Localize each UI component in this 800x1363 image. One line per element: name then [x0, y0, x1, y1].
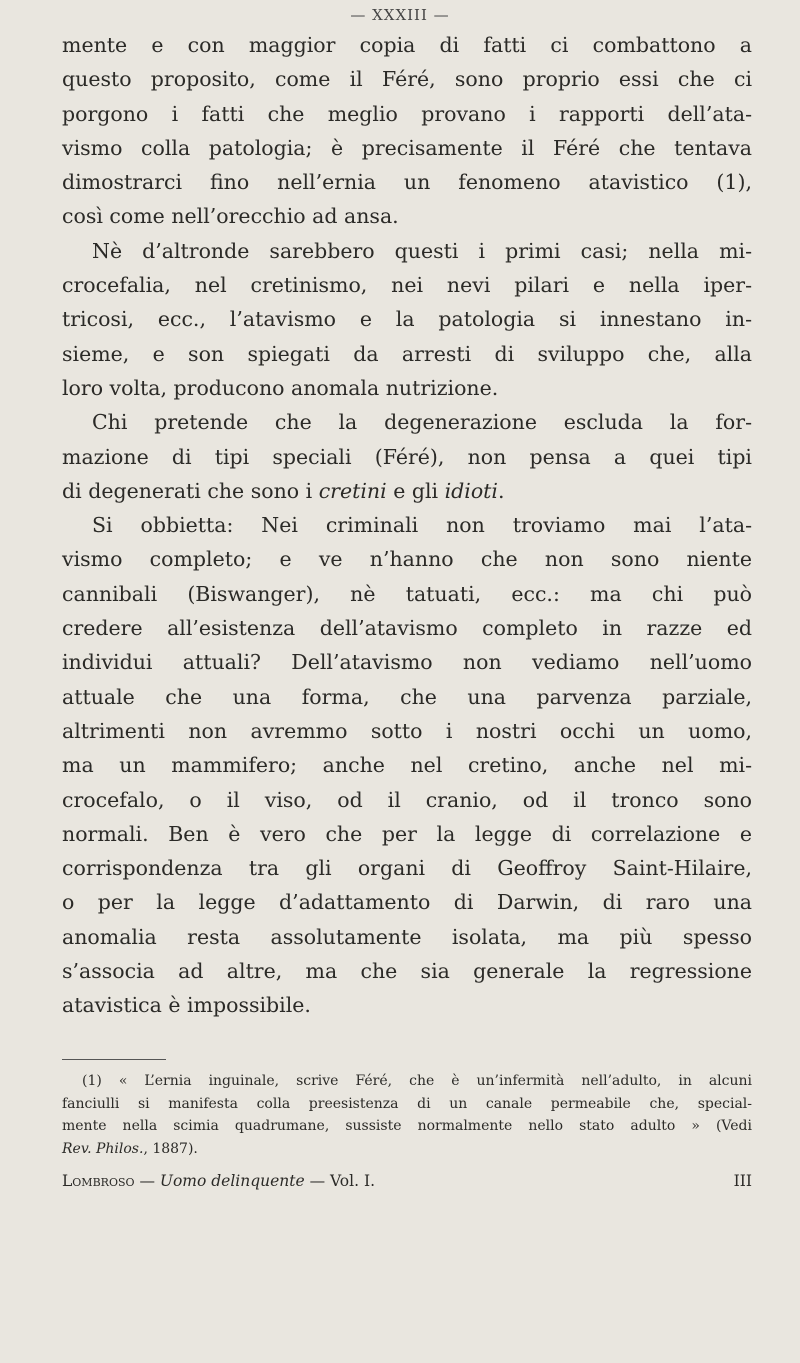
text-line: mente e con maggior copia di fatti ci combattono a	[62, 33, 752, 57]
text-line: atavistica è impossibile.	[62, 993, 311, 1018]
text-line: credere all’esistenza dell’atavismo completo in razze ed	[62, 616, 752, 641]
footer-separator: —	[134, 1172, 160, 1190]
text-line: crocefalia, nel cretinismo, nei nevi pilari e nella iper-	[62, 273, 752, 298]
text-line: Si obbietta: Nei criminali non troviamo mai l’ata-	[92, 513, 752, 538]
text-line: vismo colla patologia; è precisamente il Féré che tentava	[62, 135, 752, 160]
footnote	[62, 1070, 752, 1161]
text-line: dimostrarci fino nell’ernia un fenomeno atavistico (1),	[62, 170, 752, 195]
footnote-divider	[62, 1059, 166, 1060]
footer-volume: — Vol. I.	[304, 1172, 376, 1190]
text-fragment: e gli	[386, 478, 445, 503]
text-line: o per la legge d’adattamento di Darwin, di raro una	[62, 890, 752, 915]
text-line: altrimenti non avremmo sotto i nostri occhi un uomo,	[62, 718, 752, 743]
journal-year: , 1887).	[143, 1141, 198, 1158]
text-line: attuale che una forma, che una parvenza parziale,	[62, 684, 752, 709]
text-line: Chi pretende che la degenerazione escluda la for-	[92, 410, 752, 435]
text-line: normali. Ben è vero che per la legge di correlazione e	[62, 821, 752, 846]
italic-idioti: idioti	[444, 478, 498, 503]
text-line: Nè d’altronde sarebbero questi i primi casi; nella mi-	[92, 238, 752, 263]
text-line: ma un mammifero; anche nel cretino, anche nel mi-	[62, 753, 752, 778]
signature-mark: III	[733, 1172, 752, 1190]
text-line: loro volta, producono anomala nutrizione.	[62, 375, 499, 400]
text-fragment: .	[497, 478, 505, 503]
body-text	[62, 28, 752, 1023]
text-line: vismo completo; e ve n’hanno che non sono niente	[62, 547, 752, 572]
footer-book-title: Uomo delinquente	[159, 1172, 305, 1190]
text-line: cannibali (Biswanger), nè tatuati, ecc.: ma chi può	[62, 581, 752, 606]
footer-author: Lombroso	[62, 1172, 135, 1190]
text-line-degenerati	[62, 474, 752, 508]
text-line: così come nell’orecchio ad ansa.	[62, 204, 399, 229]
text-line: questo proposito, come il Féré, sono proprio essi che ci	[62, 67, 752, 92]
italic-cretini: cretini	[318, 478, 387, 503]
running-footer	[62, 1172, 752, 1190]
footnote-line: fanciulli si manifesta colla preesistenza di un canale permeabile che, special-	[62, 1095, 752, 1112]
text-fragment: di degenerati che sono i	[62, 478, 319, 503]
footnote-reference	[62, 1138, 752, 1161]
text-line: anomalia resta assolutamente isolata, ma più spesso	[62, 924, 752, 949]
text-line: porgono i fatti che meglio provano i rapporti dell’ata-	[62, 101, 752, 126]
footnote-line: (1) « L’ernia inguinale, scrive Féré, che è un’infermità nell’adulto, in alcuni	[82, 1073, 752, 1089]
journal-title: Rev. Philos.	[62, 1141, 144, 1158]
text-line: corrispondenza tra gli organi di Geoffroy Saint-Hilaire,	[62, 856, 752, 881]
text-line: s’associa ad altre, ma che sia generale la regressione	[62, 959, 752, 984]
text-line: crocefalo, o il viso, od il cranio, od il tronco sono	[62, 787, 752, 812]
footnote-line: mente nella scimia quadrumane, sussiste normalmente nello stato adulto » (Vedi	[62, 1118, 752, 1135]
page-number: — XXXIII —	[350, 6, 450, 24]
footer-citation	[62, 1172, 375, 1190]
text-line: mazione di tipi speciali (Féré), non pensa a quei tipi	[62, 444, 752, 469]
text-line: individui attuali? Dell’atavismo non vediamo nell’uomo	[62, 650, 752, 675]
text-line: tricosi, ecc., l’atavismo e la patologia si innestano in-	[62, 307, 752, 332]
text-line: sieme, e son spiegati da arresti di sviluppo che, alla	[62, 341, 752, 366]
